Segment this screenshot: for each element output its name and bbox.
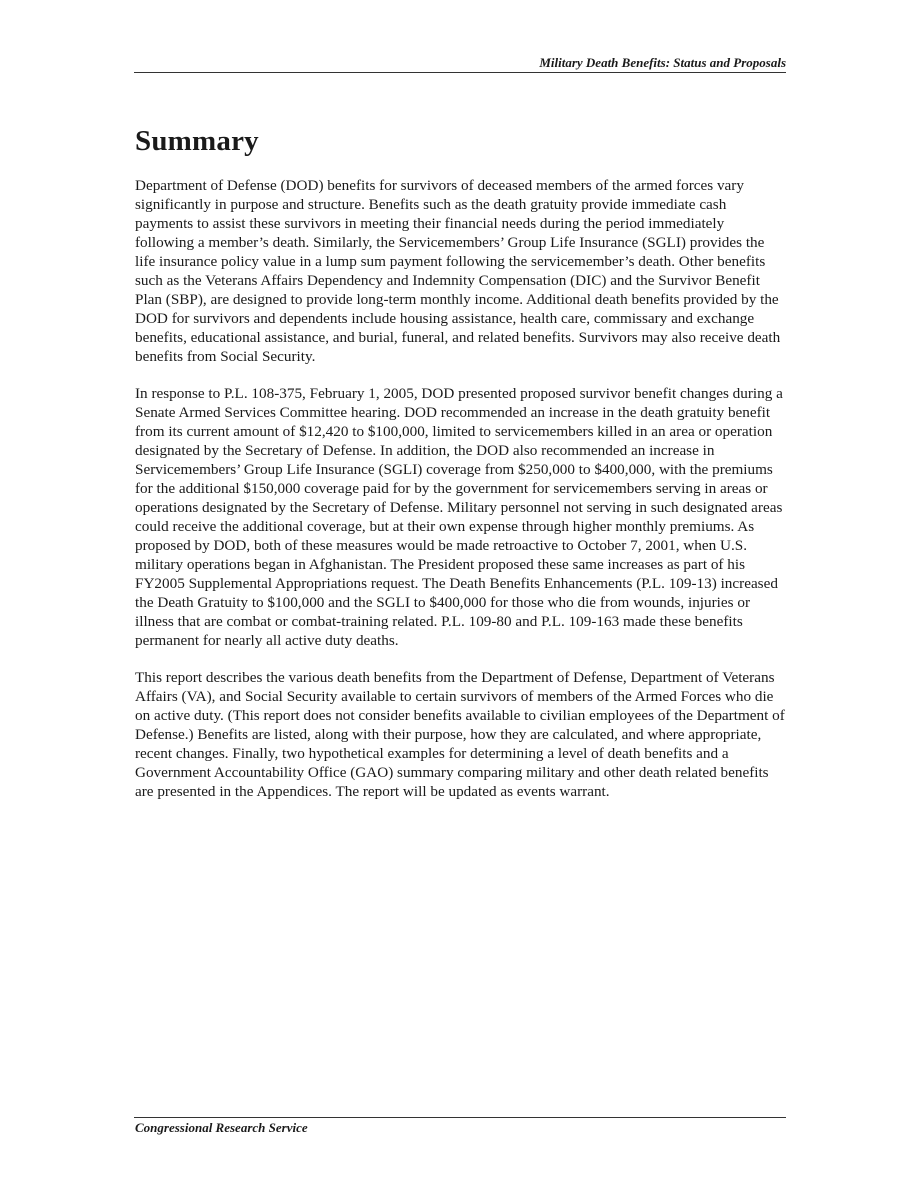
paragraph-proposals: In response to P.L. 108-375, February 1, 2005, DOD presented proposed survivor benefit changes during a Senate Armed Services Committee hearing. DOD recommended an increase in the death gratuity benefit from its current amount of $12,420 to $100,000, limited to servicemembers killed in an area or operation designated by the Secretary of Defense. In addition, the DOD also recommended an increase in Servicemembers’ Group Life Insurance (SGLI) coverage from $250,000 to $400,000, with the premiums for the additional $150,000 coverage paid for by the government for servicemembers serving in areas or operations designated by the Secretary of Defense. Military personnel not serving in such designated areas could receive the additional coverage, but at their own expense through higher monthly premiums. As proposed by DOD, both of these measures would be made retroactive to October 7, 2001, when U.S. military operations began in Afghanistan. The President proposed these same increases as part of his FY2005 Supplemental Appropriations request. The Death Benefits Enhancements (P.L. 109-13) increased the Death Gratuity to $100,000 and the SGLI to $400,000 for those who die from wounds, injuries or illness that are combat or combat-training related. P.L. 109-80 and P.L. 109-163 made these benefits permanent for nearly all active duty deaths. (135, 385, 783, 649)
summary-body (135, 176, 785, 819)
section-title: Summary (135, 125, 259, 157)
footer-publisher: Congressional Research Service (135, 1120, 308, 1135)
footer-divider (134, 1117, 786, 1118)
header-divider (134, 72, 786, 73)
paragraph-report-scope: This report describes the various death benefits from the Department of Defense, Department of Veterans Affairs (VA), and Social Security available to certain survivors of members of the Armed Forces who die on active duty. (This report does not consider benefits available to civilian employees of the Department of Defense.) Benefits are listed, along with their purpose, how they are calculated, and where appropriate, recent changes. Finally, two hypothetical examples for determining a level of death benefits and a Government Accountability Office (GAO) summary comparing military and other death related benefits are presented in the Appendices. The report will be updated as events warrant. (135, 669, 785, 800)
running-header: Military Death Benefits: Status and Proposals (539, 55, 786, 70)
paragraph-intro: Department of Defense (DOD) benefits for survivors of deceased members of the armed forces vary significantly in purpose and structure. Benefits such as the death gratuity provide immediate cash payments to assist these survivors in meeting their financial needs during the period immediately following a member’s death. Similarly, the Servicemembers’ Group Life Insurance (SGLI) provides the life insurance policy value in a lump sum payment following the servicemember’s death. Other benefits such as the Veterans Affairs Dependency and Indemnity Compensation (DIC) and the Survivor Benefit Plan (SBP), are designed to provide long-term monthly income. Additional death benefits provided by the DOD for survivors and dependents include housing assistance, health care, commissary and exchange benefits, educational assistance, and burial, funeral, and related benefits. Survivors may also receive death benefits from Social Security. (135, 177, 781, 365)
